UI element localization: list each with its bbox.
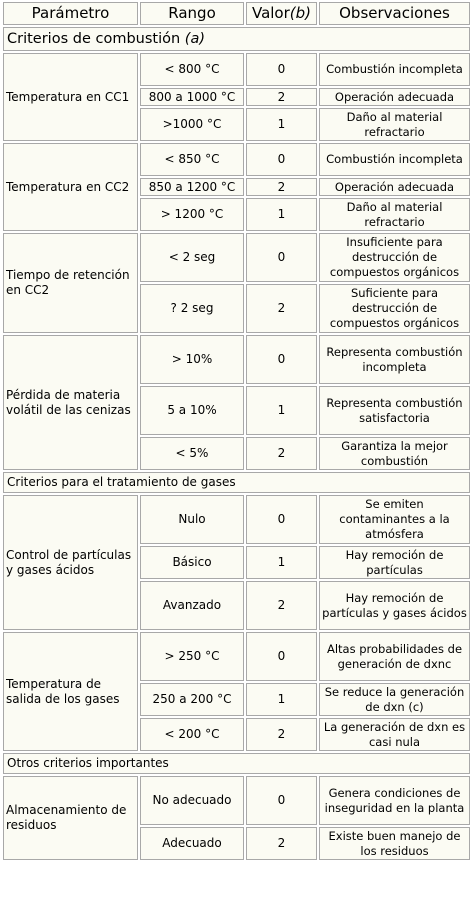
rango-cell: ? 2 seg — [140, 284, 244, 333]
observaciones-cell: Existe buen manejo de los residuos — [319, 827, 470, 860]
observaciones-cell: Altas probabilidades de generación de dxnc — [319, 632, 470, 681]
rango-cell: 250 a 200 °C — [140, 683, 244, 716]
header-observaciones: Observaciones — [319, 2, 470, 25]
rango-cell: < 800 °C — [140, 53, 244, 86]
rango-cell: < 5% — [140, 437, 244, 470]
rango-cell: No adecuado — [140, 776, 244, 825]
rango-cell: >1000 °C — [140, 108, 244, 141]
parametro-cell: Temperatura en CC1 — [3, 53, 138, 141]
observaciones-cell: Representa combustión incompleta — [319, 335, 470, 384]
observaciones-cell: Combustión incompleta — [319, 143, 470, 176]
rango-cell: Avanzado — [140, 581, 244, 630]
section-title: Criterios para el tratamiento de gases — [3, 472, 470, 493]
rango-cell: Adecuado — [140, 827, 244, 860]
observaciones-cell: Suficiente para destrucción de compuestos orgánicos — [319, 284, 470, 333]
valor-cell: 2 — [246, 581, 317, 630]
valor-cell: 0 — [246, 335, 317, 384]
section-title — [3, 27, 470, 51]
table-row — [3, 53, 470, 86]
header-row — [3, 2, 470, 25]
table-row — [3, 776, 470, 825]
rango-cell: Nulo — [140, 495, 244, 544]
valor-cell: 2 — [246, 827, 317, 860]
observaciones-cell: Daño al material refractario — [319, 198, 470, 231]
rango-cell: 5 a 10% — [140, 386, 244, 435]
observaciones-cell: Operación adecuada — [319, 88, 470, 106]
rango-cell: < 2 seg — [140, 233, 244, 282]
valor-cell: 1 — [246, 683, 317, 716]
rango-cell: > 250 °C — [140, 632, 244, 681]
observaciones-cell: Se reduce la generación de dxn (c) — [319, 683, 470, 716]
valor-cell: 1 — [246, 108, 317, 141]
header-valor-note: (b) — [289, 4, 312, 22]
section-row — [3, 27, 470, 51]
valor-cell: 1 — [246, 198, 317, 231]
header-parametro: Parámetro — [3, 2, 138, 25]
header-rango: Rango — [140, 2, 244, 25]
observaciones-cell: Hay remoción de partículas — [319, 546, 470, 579]
valor-cell: 1 — [246, 386, 317, 435]
valor-cell: 1 — [246, 546, 317, 579]
observaciones-cell: Operación adecuada — [319, 178, 470, 196]
rango-cell: < 200 °C — [140, 718, 244, 751]
section-row — [3, 753, 470, 774]
rango-cell: < 850 °C — [140, 143, 244, 176]
observaciones-cell: Combustión incompleta — [319, 53, 470, 86]
rango-cell: 850 a 1200 °C — [140, 178, 244, 196]
valor-cell: 0 — [246, 632, 317, 681]
observaciones-cell: Hay remoción de partículas y gases ácidos — [319, 581, 470, 630]
valor-cell: 0 — [246, 495, 317, 544]
table-row — [3, 143, 470, 176]
valor-cell: 0 — [246, 776, 317, 825]
section-title-text: Criterios de combustión — [7, 30, 181, 47]
valor-cell: 0 — [246, 233, 317, 282]
observaciones-cell: Garantiza la mejor combustión — [319, 437, 470, 470]
parametro-cell: Control de partículas y gases ácidos — [3, 495, 138, 630]
observaciones-cell: Se emiten contaminantes a la atmósfera — [319, 495, 470, 544]
rango-cell: 800 a 1000 °C — [140, 88, 244, 106]
parametro-cell: Pérdida de materia volátil de las cenizas — [3, 335, 138, 470]
observaciones-cell: La generación de dxn es casi nula — [319, 718, 470, 751]
header-valor-label: Valor — [251, 4, 290, 22]
rango-cell: Básico — [140, 546, 244, 579]
observaciones-cell: Insuficiente para destrucción de compuestos orgánicos — [319, 233, 470, 282]
rango-cell: > 1200 °C — [140, 198, 244, 231]
table-row — [3, 335, 470, 384]
valor-cell: 2 — [246, 718, 317, 751]
valor-cell: 2 — [246, 88, 317, 106]
header-valor — [246, 2, 317, 25]
observaciones-cell: Daño al material refractario — [319, 108, 470, 141]
table-row — [3, 233, 470, 282]
table-row — [3, 632, 470, 681]
parametro-cell: Temperatura de salida de los gases — [3, 632, 138, 751]
parametro-cell: Tiempo de retención en CC2 — [3, 233, 138, 333]
section-note: (a) — [184, 30, 205, 47]
parametro-cell: Almacenamiento de residuos — [3, 776, 138, 860]
valor-cell: 0 — [246, 143, 317, 176]
section-row — [3, 472, 470, 493]
parametro-cell: Temperatura en CC2 — [3, 143, 138, 231]
criteria-table — [1, 0, 471, 862]
observaciones-cell: Genera condiciones de inseguridad en la planta — [319, 776, 470, 825]
valor-cell: 0 — [246, 53, 317, 86]
valor-cell: 2 — [246, 437, 317, 470]
section-title: Otros criterios importantes — [3, 753, 470, 774]
table-row — [3, 495, 470, 544]
rango-cell: > 10% — [140, 335, 244, 384]
valor-cell: 2 — [246, 284, 317, 333]
valor-cell: 2 — [246, 178, 317, 196]
observaciones-cell: Representa combustión satisfactoria — [319, 386, 470, 435]
